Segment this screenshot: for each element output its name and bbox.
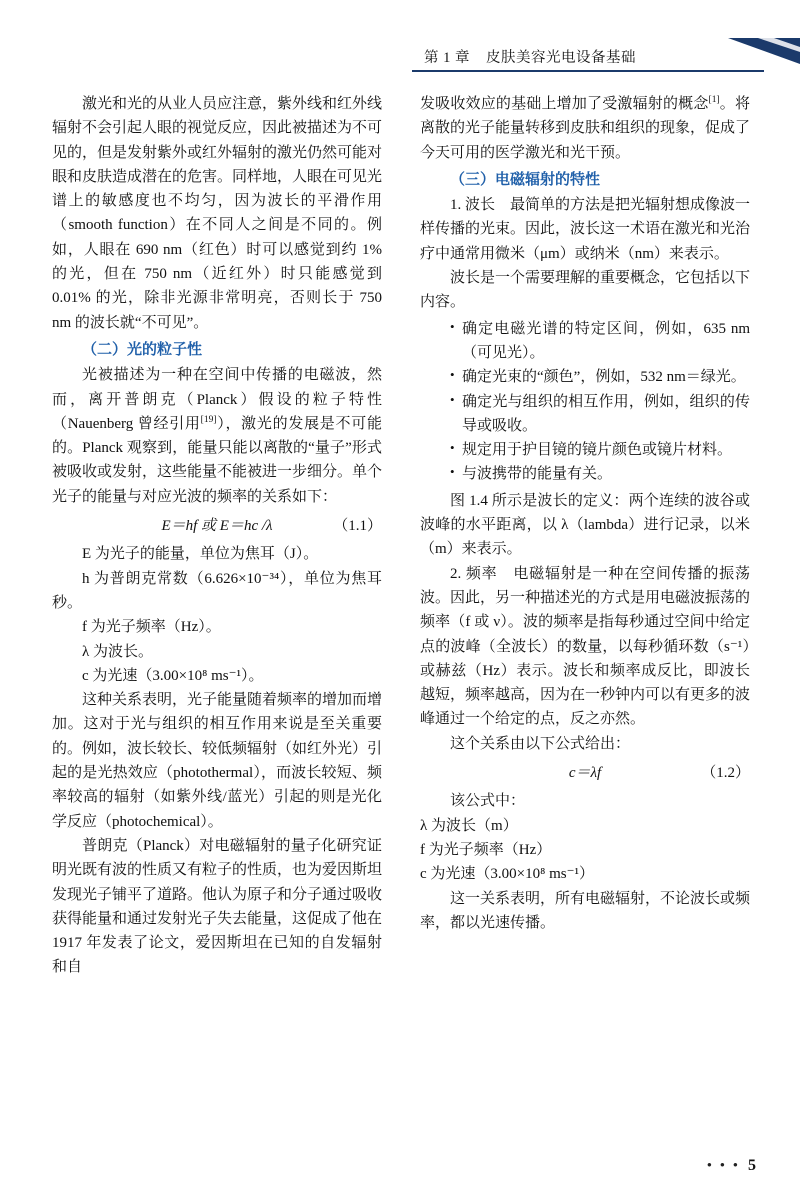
- list-item: • 确定光与组织的相互作用，例如，组织的传导或吸收。: [450, 390, 750, 439]
- formula-1-2: [420, 761, 750, 785]
- paragraph: 普朗克（Planck）对电磁辐射的量子化研究证明光既有波的性质又有粒子的性质，也为爱因斯坦发现光子铺平了道路。他认为原子和分子通过吸收获得能量和通过发射光子失去能量，这促成了他在 1917 年发表了论文，爱因斯坦在已知的自发辐射和自: [52, 837, 383, 976]
- paragraph: 激光和光的从业人员应注意，紫外线和红外线辐射不会引起人眼的视觉反应，因此被描述为不可见的，但是发射紫外或红外辐射的激光仍然可能对眼和皮肤造成潜在的危害。同样地，人眼在可见光谱上的敏感度也不均匀，因为波长的平滑作用（smooth function）在不同人之间是不同的。例如，人眼在 690 nm（红色）时可以感觉到约 1% 的光，但在 750 nm（近红外）时只能感觉到 0.01% 的光，除非光源非常明亮，否则长于 750 nm 的波长就“不可见”。: [52, 96, 383, 331]
- formula-body: E＝hf 或 E＝hc /λ: [161, 518, 273, 535]
- corner-wedge-decoration: [728, 38, 800, 78]
- page-header: [0, 38, 800, 82]
- paragraph: 2. 频率 电磁辐射是一种在空间传播的振荡波。因此，另一种描述光的方式是用电磁波振荡的频率（f 或 ν）。波的频率是指每秒通过空间中给定点的波峰（全波长）的数量，以每秒循环数（s⁻¹）或赫兹（Hz）表示。波长和频率成反比，即波长越短，频率越高，因为在一秒钟内可以有更多的波峰通过一个给定的点，反之亦然。: [420, 565, 751, 728]
- list-item: • 确定电磁光谱的特定区间，例如，635 nm（可见光）。: [450, 317, 750, 366]
- paragraph-text: 光被描述为一种在空间中传播的电磁波，然而，离开普朗克（Planck）假设的粒子特性（Nauenberg 曾经引用: [52, 367, 382, 432]
- paragraph-text: ），激光的发展是不可能的。Planck 观察到，能量只能以离散的“量子”形式被吸收或发射，这些能量不能被进一步细分。单个光子的能量与对应光波的频率的关系如下：: [52, 415, 383, 505]
- page-number: 5: [748, 1157, 756, 1174]
- header-rule: [412, 70, 764, 72]
- paragraph: 1. 波长 最简单的方法是把光辐射想成像波一样传播的光束。因此，波长这一术语在激光和光治疗中通常用微米（μm）或纳米（nm）来表示。: [420, 197, 751, 262]
- paragraph: f 为光子频率（Hz）。: [82, 619, 221, 636]
- paragraph: λ 为波长。: [82, 643, 154, 660]
- paragraph: h 为普朗克常数（6.626×10⁻³⁴），单位为焦耳秒。: [52, 570, 382, 611]
- paragraph: c 为光速（3.00×10⁸ ms⁻¹）: [420, 866, 595, 883]
- paragraph: 这个关系由以下公式给出：: [450, 735, 631, 752]
- column-left: [52, 92, 382, 980]
- paragraph: f 为光子频率（Hz）: [420, 841, 552, 858]
- reference-marker: [1]: [708, 95, 720, 105]
- page-footer: [0, 1153, 800, 1175]
- running-head: [424, 46, 636, 67]
- bullet-list-wavelength: [420, 317, 750, 487]
- paragraph: 该公式中：: [450, 793, 526, 810]
- section-heading-em-radiation-properties: （三）电磁辐射的特性: [450, 171, 601, 188]
- running-head-chapter: 第 1 章: [424, 50, 470, 66]
- reference-marker: [19]: [200, 414, 217, 425]
- formula-body: c＝λf: [568, 765, 602, 782]
- paragraph-text: 发吸收效应的基础上增加了受激辐射的概念: [420, 96, 709, 112]
- paragraph: 这一关系表明，所有电磁辐射，不论波长或频率，都以光速传播。: [420, 890, 751, 931]
- paragraph-text: 。将离散的光子能量转移到皮肤和组织的现象，促成了今天可用的医学激光和光干预。: [420, 96, 751, 161]
- list-item: • 与波携带的能量有关。: [450, 462, 750, 486]
- paragraph: [52, 363, 382, 509]
- paragraph: [420, 92, 750, 165]
- formula-number: （1.1）: [333, 518, 382, 535]
- section-heading-particle-nature: （二）光的粒子性: [82, 341, 203, 358]
- list-item: • 确定光束的“颜色”，例如，532 nm＝绿光。: [450, 365, 750, 389]
- paragraph: 图 1.4 所示是波长的定义：两个连续的波谷或波峰的水平距离，以 λ（lambda）进行记录，以米（m）来表示。: [420, 492, 750, 558]
- running-head-title: 皮肤美容光电设备基础: [486, 50, 636, 66]
- paragraph: 波长是一个需要理解的重要概念，它包括以下内容。: [420, 270, 751, 311]
- column-right: [420, 92, 750, 935]
- paragraph: c 为光速（3.00×10⁸ ms⁻¹）。: [82, 667, 264, 684]
- list-item: • 规定用于护目镜的镜片颜色或镜片材料。: [450, 438, 750, 462]
- paragraph: E 为光子的能量，单位为焦耳（J）。: [82, 546, 319, 563]
- paragraph: λ 为波长（m）: [420, 817, 518, 834]
- paragraph: 这种关系表明，光子能量随着频率的增加而增加。这对于光与组织的相互作用来说是至关重要的。例如，波长较长、较低频辐射（如红外光）引起的是光热效应（photothermal），而波长较短、频率较高的辐射（如紫外线/蓝光）引起的则是光化学反应（photochemical）。: [52, 692, 383, 830]
- formula-number: （1.2）: [701, 765, 750, 782]
- formula-1-1: [52, 514, 382, 538]
- footer-dots: • • •: [706, 1157, 740, 1174]
